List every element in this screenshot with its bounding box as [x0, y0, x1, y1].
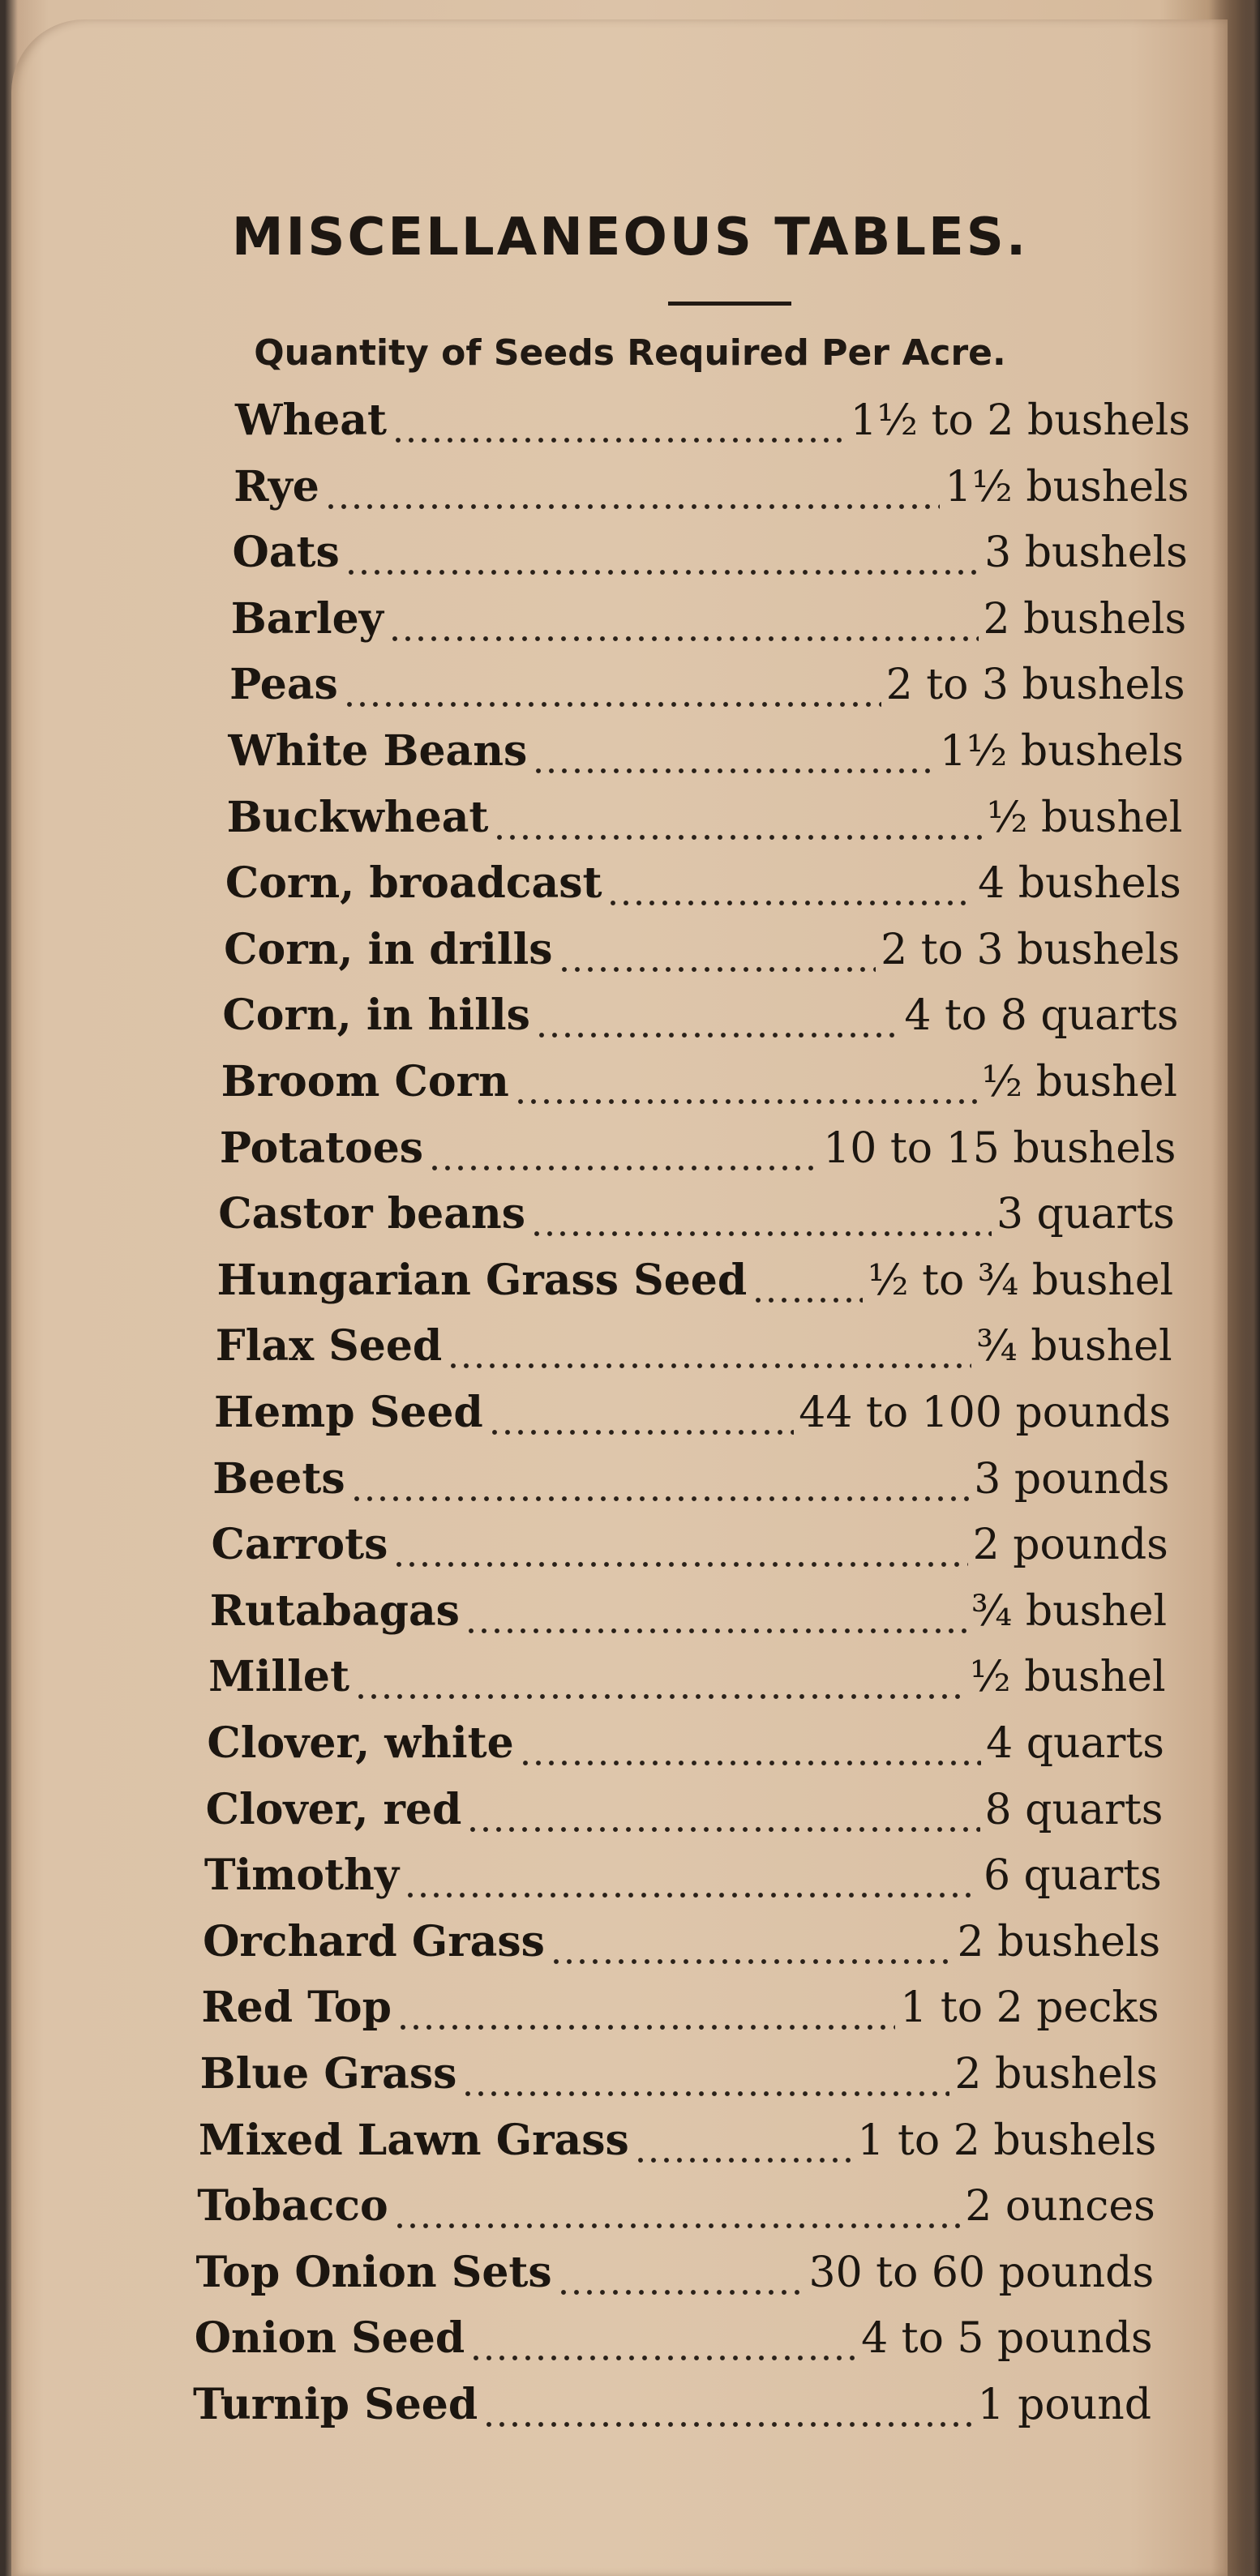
seed-row: [204, 1851, 1162, 1911]
seed-name: Top Onion Sets: [195, 2247, 552, 2297]
seed-quantity: 2 bushels: [983, 594, 1187, 644]
seed-quantity: 8 quarts: [984, 1785, 1164, 1834]
seed-row: [222, 991, 1178, 1051]
seed-name: Barley: [230, 593, 384, 644]
seed-quantity: 1½ bushels: [945, 462, 1189, 511]
seed-row: [200, 2049, 1158, 2109]
dot-leader: [404, 1891, 979, 1899]
seed-name: Mixed Lawn Grass: [198, 2115, 629, 2165]
seed-name: Buckwheat: [226, 792, 489, 842]
dot-leader: [532, 767, 935, 775]
dot-leader: [345, 568, 979, 576]
seed-quantity: 3 bushels: [984, 528, 1188, 578]
seed-name: White Beans: [228, 726, 528, 776]
seed-row: [199, 2116, 1156, 2176]
seed-quantity: ½ bushel: [987, 793, 1183, 842]
seed-quantity: 4 bushels: [978, 859, 1181, 909]
seed-row: [212, 1520, 1168, 1580]
seed-name: Blue Grass: [199, 2049, 457, 2099]
seed-name: Millet: [208, 1652, 349, 1702]
dot-leader: [466, 1825, 979, 1834]
seed-quantity: 6 quarts: [983, 1851, 1162, 1901]
seed-row: [193, 2380, 1151, 2440]
seed-name: Tobacco: [197, 2181, 388, 2232]
dot-leader: [514, 1098, 977, 1106]
dot-leader: [393, 2222, 961, 2230]
seed-name: Wheat: [235, 396, 388, 445]
seed-quantity: 1 to 2 pecks: [900, 1983, 1159, 2033]
seed-name: Corn, broadcast: [225, 858, 602, 909]
dot-leader: [428, 1164, 818, 1172]
dot-leader: [558, 965, 876, 973]
dot-leader: [519, 1759, 981, 1767]
seed-quantity: 1½ to 2 bushels: [850, 396, 1190, 445]
seed-name: Peas: [229, 660, 338, 710]
seed-quantity: 30 to 60 pounds: [808, 2248, 1155, 2297]
dot-leader: [396, 2023, 895, 2031]
seed-quantity: 3 quarts: [996, 1190, 1175, 1239]
dot-leader: [557, 2288, 804, 2296]
dot-leader: [447, 1362, 971, 1370]
seed-row: [212, 1454, 1169, 1514]
seed-row: [228, 726, 1184, 786]
seed-name: Rutabagas: [209, 1585, 460, 1636]
seed-quantity: ½ bushel: [970, 1653, 1166, 1702]
seed-row: [208, 1652, 1166, 1712]
seed-quantity: 2 ounces: [965, 2182, 1155, 2232]
seed-row: [233, 528, 1188, 588]
seed-name: Timothy: [204, 1851, 400, 1901]
seed-quantity: ½ to ¾ bushel: [868, 1256, 1174, 1305]
seed-row: [203, 1917, 1160, 1977]
seed-row: [224, 925, 1180, 985]
dot-leader: [535, 1031, 900, 1039]
dot-leader: [488, 1428, 794, 1436]
seed-row: [216, 1256, 1173, 1316]
seed-name: Orchard Grass: [203, 1916, 545, 1966]
dot-leader: [752, 1296, 863, 1304]
seed-quantity: ½ bushel: [981, 1058, 1177, 1106]
seed-quantity: 2 to 3 bushels: [885, 661, 1185, 710]
seed-name: Corn, in hills: [222, 991, 530, 1041]
seed-name: Hungarian Grass Seed: [216, 1255, 748, 1305]
seed-name: Hemp Seed: [214, 1388, 483, 1437]
seed-quantity: 10 to 15 bushels: [823, 1123, 1176, 1173]
seed-name: Corn, in drills: [224, 924, 553, 974]
seed-name: Clover, red: [205, 1784, 462, 1834]
seed-row: [195, 2248, 1154, 2308]
seed-name: Broom Corn: [221, 1057, 509, 1106]
seed-row: [197, 2181, 1155, 2241]
seed-quantity: 2 to 3 bushels: [881, 925, 1181, 974]
dot-leader: [493, 833, 982, 841]
seed-quantity: 4 to 8 quarts: [904, 991, 1179, 1041]
seed-quantity: 1 to 2 bushels: [857, 2116, 1157, 2165]
seed-name: Oats: [232, 528, 340, 578]
seed-quantity: 3 pounds: [974, 1454, 1170, 1504]
seed-quantity: 2 bushels: [957, 1917, 1161, 1966]
dot-leader: [469, 2354, 856, 2362]
seed-name: Beets: [212, 1453, 345, 1504]
seed-row: [207, 1718, 1164, 1778]
dot-leader: [634, 2156, 853, 2164]
seed-row: [220, 1123, 1176, 1183]
seed-row: [221, 1057, 1177, 1117]
seed-name: Carrots: [211, 1520, 388, 1570]
seed-row: [201, 1983, 1159, 2043]
seed-quantity: 1 pound: [977, 2381, 1151, 2429]
table-subtitle: Quantity of Seeds Required Per Acre.: [254, 332, 1006, 374]
dot-leader: [606, 899, 973, 907]
seed-row: [206, 1785, 1164, 1845]
seed-row: [227, 793, 1183, 853]
seed-quantity: 2 pounds: [972, 1521, 1168, 1570]
seed-row: [214, 1388, 1171, 1448]
seed-row: [225, 858, 1181, 918]
seed-quantity: 44 to 100 pounds: [799, 1389, 1171, 1437]
dot-leader: [550, 1958, 953, 1966]
seed-quantity: 2 bushels: [954, 2050, 1158, 2099]
page-title: MISCELLANEOUS TABLES.: [231, 208, 1029, 267]
seed-quantity: 4 quarts: [986, 1719, 1164, 1768]
seed-quantity: 4 to 5 pounds: [861, 2314, 1153, 2364]
seed-name: Red Top: [201, 1983, 392, 2033]
seed-row: [235, 396, 1190, 456]
seed-quantity: ¾ bushel: [976, 1322, 1172, 1371]
dot-leader: [392, 1560, 967, 1568]
seed-row: [234, 462, 1189, 522]
dot-leader: [350, 1495, 970, 1503]
dot-leader: [388, 635, 979, 643]
dot-leader: [354, 1692, 965, 1701]
seed-row: [195, 2313, 1153, 2373]
dot-leader: [461, 2090, 949, 2098]
seed-name: Flax Seed: [215, 1321, 443, 1371]
dot-leader: [482, 2420, 972, 2428]
dot-leader: [465, 1627, 966, 1635]
seed-row: [231, 594, 1186, 654]
seed-quantity: ¾ bushel: [971, 1586, 1168, 1636]
seed-row: [216, 1321, 1172, 1381]
dot-leader: [324, 503, 940, 511]
seed-name: Clover, white: [207, 1718, 514, 1768]
seed-name: Onion Seed: [194, 2313, 465, 2364]
dot-leader: [343, 700, 881, 708]
seed-name: Potatoes: [219, 1123, 424, 1173]
dot-leader: [392, 436, 846, 444]
seed-name: Turnip Seed: [193, 2380, 478, 2429]
seed-row: [229, 660, 1185, 720]
seed-row: [218, 1189, 1175, 1249]
seed-quantity: 1½ bushels: [939, 727, 1184, 776]
seed-name: Castor beans: [218, 1189, 525, 1239]
seed-name: Rye: [234, 461, 319, 511]
dot-leader: [530, 1230, 992, 1238]
seed-row: [210, 1586, 1167, 1646]
